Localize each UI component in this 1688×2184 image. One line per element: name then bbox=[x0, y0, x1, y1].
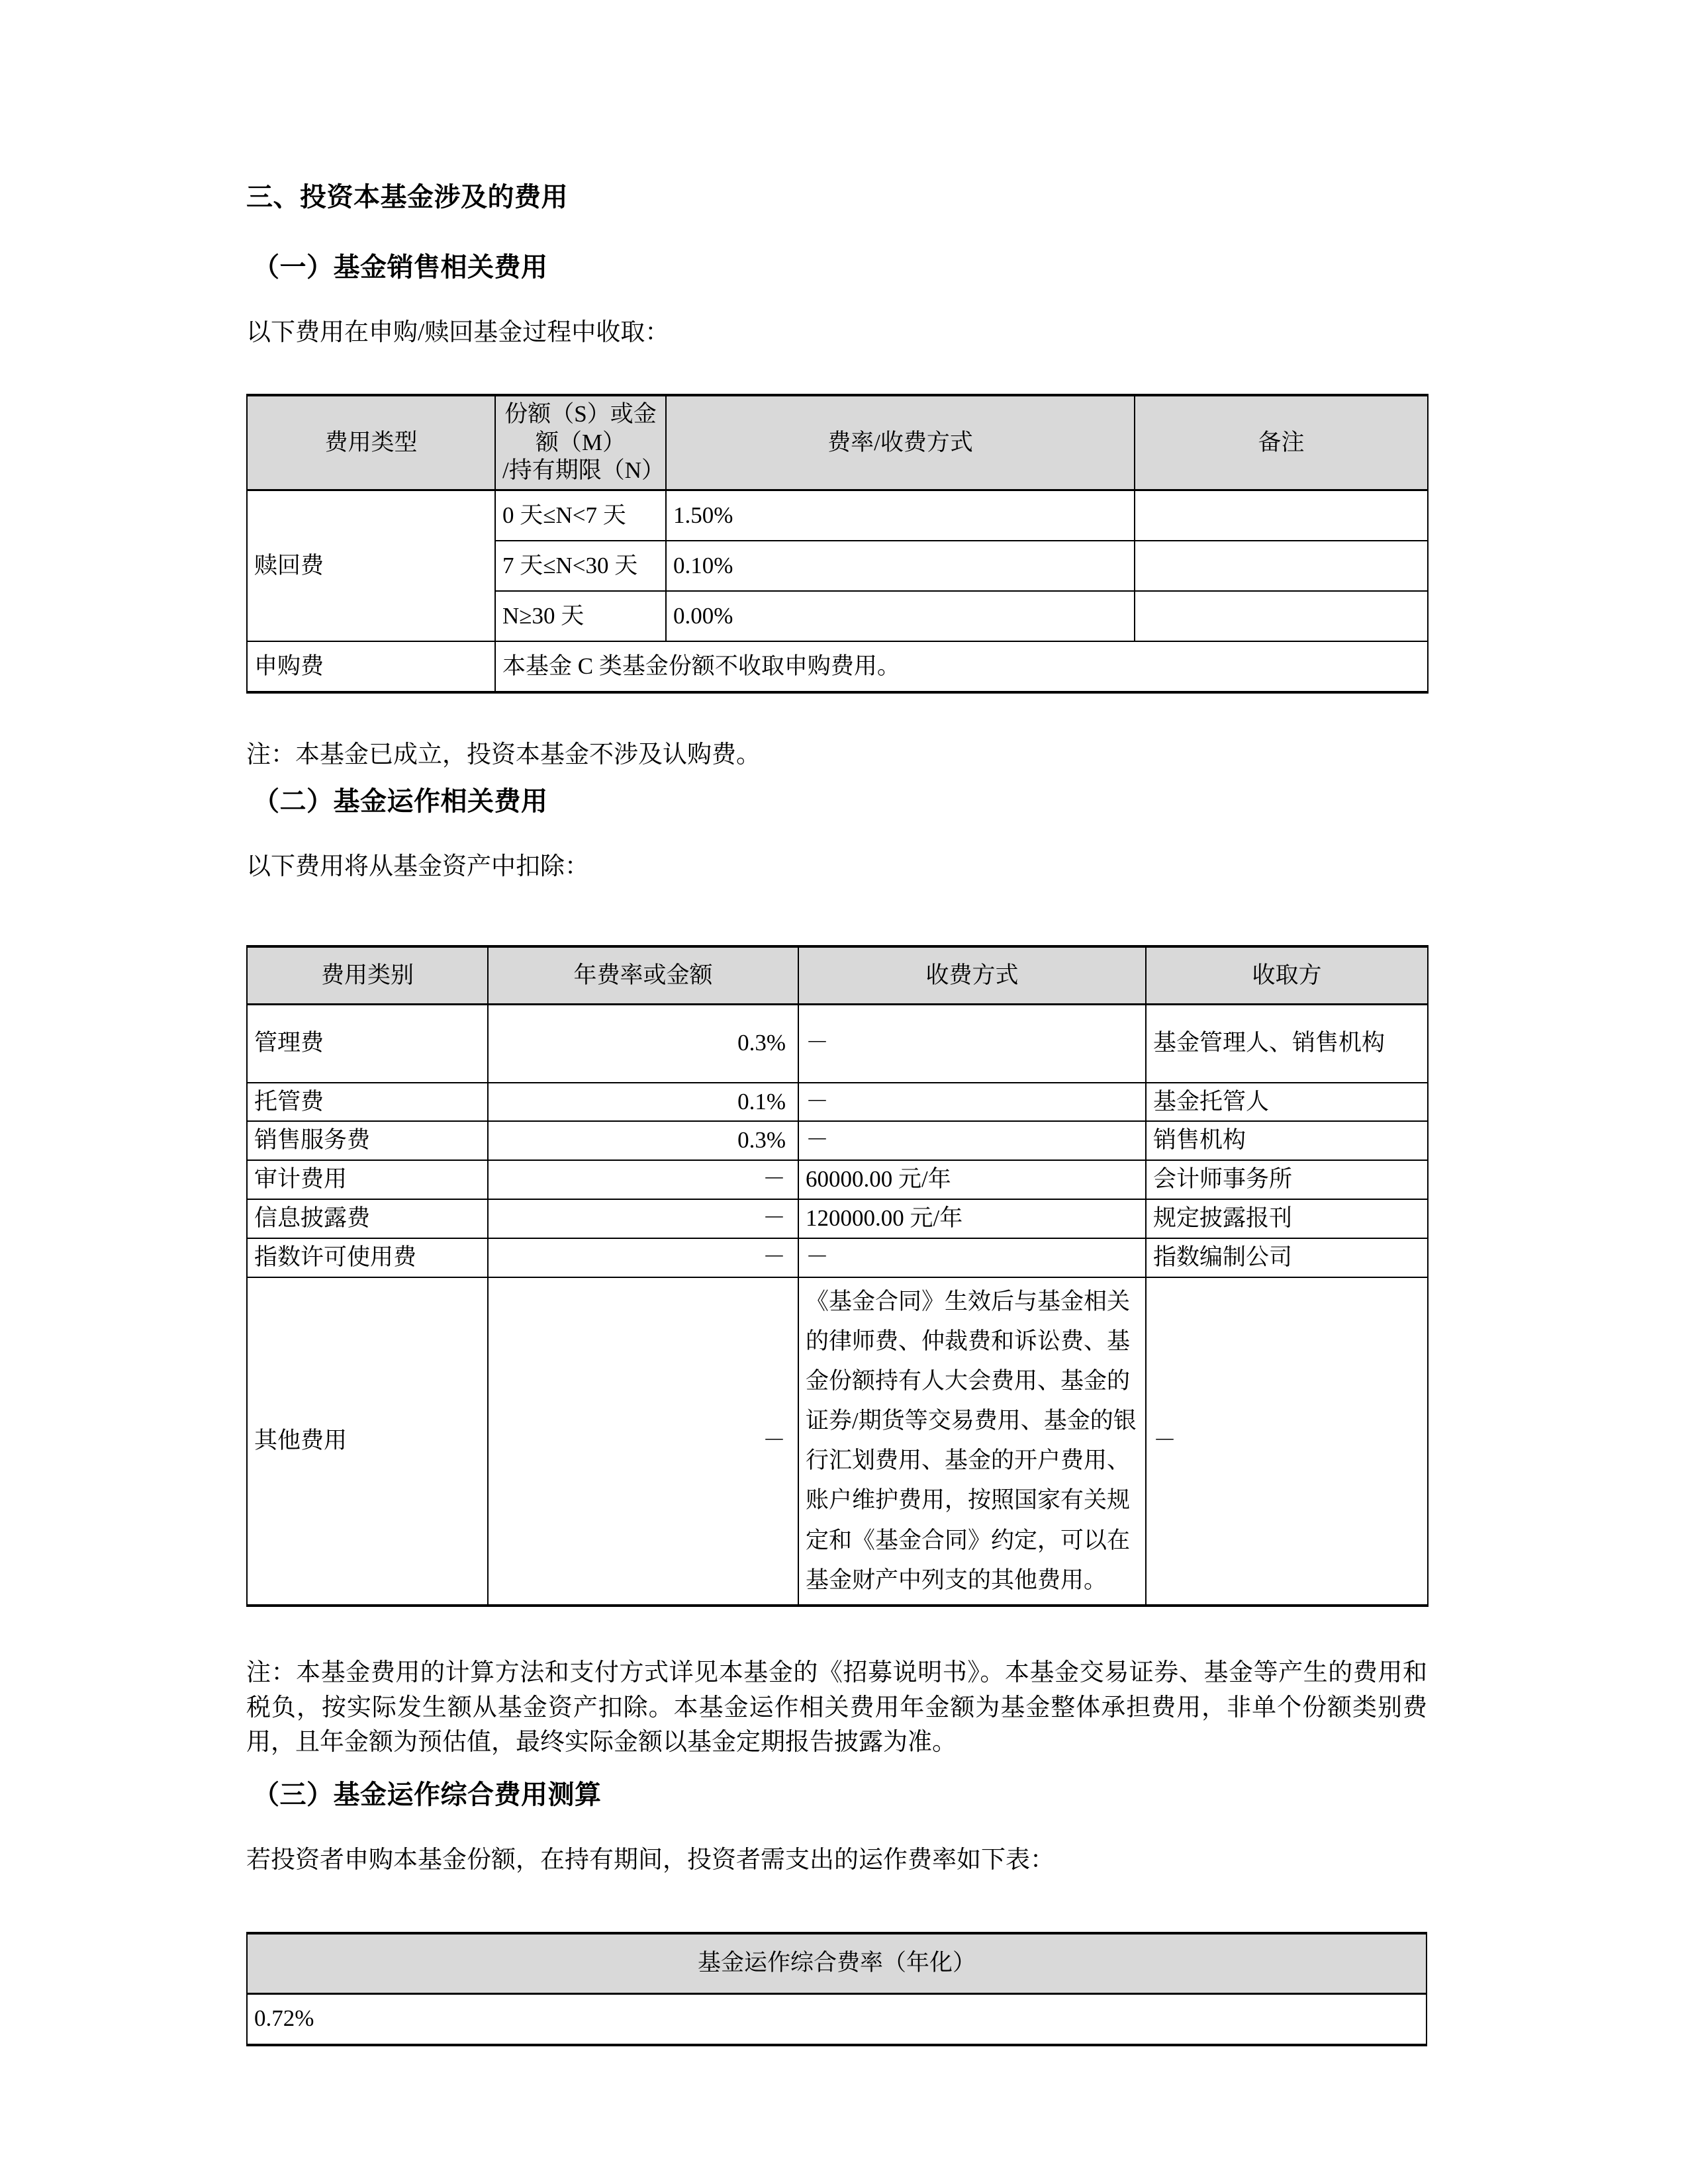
cell-redemption-fee-label: 赎回费 bbox=[247, 490, 495, 642]
table-row bbox=[247, 1160, 1428, 1199]
table-row bbox=[247, 1121, 1428, 1160]
cell-annual-rate: － bbox=[488, 1199, 798, 1238]
table-row bbox=[247, 641, 1428, 692]
cell-fee-category: 托管费 bbox=[247, 1083, 488, 1122]
note-operation-fees: 注：本基金费用的计算方法和支付方式详见本基金的《招募说明书》。本基金交易证券、基金等产生的费用和税负，按实际发生额从基金资产扣除。本基金运作相关费用年金额为基金整体承担费用，非单个份额类别费用，且年金额为预估值，最终实际金额以基金定期报告披露为准。 bbox=[246, 1659, 1427, 1756]
cell-annual-rate: － bbox=[488, 1277, 798, 1606]
note-sales-fees: 注：本基金已成立，投资本基金不涉及认购费。 bbox=[246, 741, 761, 769]
spacer bbox=[246, 767, 1427, 788]
cell-payee: 规定披露报刊 bbox=[1146, 1199, 1428, 1238]
spacer bbox=[246, 1808, 1427, 1848]
page-title: 三、投资本基金涉及的费用 bbox=[246, 182, 568, 212]
cell-fee-category: 信息披露费 bbox=[247, 1199, 488, 1238]
column-header-fee-type: 费用类型 bbox=[247, 395, 495, 490]
cell-charge-method: － bbox=[798, 1005, 1146, 1083]
table-header-row bbox=[247, 1933, 1427, 1994]
cell-rate: 0.00% bbox=[666, 591, 1135, 641]
column-header-fee-category: 费用类别 bbox=[247, 946, 488, 1005]
cell-charge-method: － bbox=[798, 1083, 1146, 1122]
cell-annual-rate: － bbox=[488, 1160, 798, 1199]
spacer bbox=[246, 879, 1427, 945]
cell-charge-method: － bbox=[798, 1238, 1146, 1277]
cell-fee-category: 指数许可使用费 bbox=[247, 1238, 488, 1277]
cell-remark bbox=[1135, 591, 1428, 641]
cell-fee-category: 销售服务费 bbox=[247, 1121, 488, 1160]
subsection-heading-comprehensive-fees: （三）基金运作综合费用测算 bbox=[253, 1779, 602, 1809]
cell-payee: 基金管理人、销售机构 bbox=[1146, 1005, 1428, 1083]
cell-charge-method: 60000.00 元/年 bbox=[798, 1160, 1146, 1199]
table-row bbox=[247, 1199, 1428, 1238]
column-header-rate-method: 费率/收费方式 bbox=[666, 395, 1135, 490]
spacer bbox=[246, 210, 1427, 254]
cell-annual-rate: 0.1% bbox=[488, 1083, 798, 1122]
intro-text-comprehensive-fees: 若投资者申购本基金份额，在持有期间，投资者需支出的运作费率如下表： bbox=[246, 1846, 1055, 1874]
comprehensive-fee-table bbox=[246, 1932, 1427, 2046]
spacer bbox=[246, 345, 1427, 394]
cell-charge-method: － bbox=[798, 1121, 1146, 1160]
document-content bbox=[246, 184, 1427, 2046]
cell-fee-category: 审计费用 bbox=[247, 1160, 488, 1199]
spacer bbox=[246, 1872, 1427, 1932]
cell-rate: 0.10% bbox=[666, 541, 1135, 591]
cell-payee: 销售机构 bbox=[1146, 1121, 1428, 1160]
column-header-line-1: 份额（S）或金额（M） bbox=[504, 401, 657, 455]
cell-payee: 会计师事务所 bbox=[1146, 1160, 1428, 1199]
cell-payee: 基金托管人 bbox=[1146, 1083, 1428, 1122]
table-row bbox=[247, 1277, 1428, 1606]
intro-text-operation-fees: 以下费用将从基金资产中扣除： bbox=[246, 853, 589, 881]
sales-fee-table bbox=[246, 394, 1429, 694]
cell-condition: 0 天≤N<7 天 bbox=[495, 490, 666, 541]
column-header-remark: 备注 bbox=[1135, 395, 1428, 490]
cell-fee-category: 其他费用 bbox=[247, 1277, 488, 1606]
cell-condition: N≥30 天 bbox=[495, 591, 666, 641]
cell-rate: 1.50% bbox=[666, 490, 1135, 541]
subsection-heading-operation-fees: （二）基金运作相关费用 bbox=[253, 786, 548, 817]
table-header-row bbox=[247, 395, 1428, 490]
table-row bbox=[247, 1993, 1427, 2045]
cell-charge-method: 120000.00 元/年 bbox=[798, 1199, 1146, 1238]
cell-payee: － bbox=[1146, 1277, 1428, 1606]
column-header-charge-method: 收费方式 bbox=[798, 946, 1146, 1005]
table-row bbox=[247, 1083, 1428, 1122]
cell-remark bbox=[1135, 490, 1428, 541]
cell-subscription-fee-label: 申购费 bbox=[247, 641, 495, 692]
cell-payee: 指数编制公司 bbox=[1146, 1238, 1428, 1277]
column-header-comprehensive-rate: 基金运作综合费率（年化） bbox=[247, 1933, 1427, 1994]
table-row bbox=[247, 1238, 1428, 1277]
operation-fee-table bbox=[246, 945, 1429, 1607]
table-row bbox=[247, 490, 1428, 541]
cell-comprehensive-rate-value: 0.72% bbox=[247, 1993, 1427, 2045]
cell-fee-category: 管理费 bbox=[247, 1005, 488, 1083]
cell-annual-rate: － bbox=[488, 1238, 798, 1277]
table-row bbox=[247, 1005, 1428, 1083]
spacer bbox=[246, 1760, 1427, 1782]
spacer bbox=[246, 815, 1427, 854]
column-header-line-2: /持有期限（N） bbox=[502, 457, 665, 484]
cell-charge-method-other: 《基金合同》生效后与基金相关的律师费、仲裁费和诉讼费、基金份额持有人大会费用、基金的证券/期货等交易费用、基金的银行汇划费用、基金的开户费用、账户维护费用，按照国家有关规定和《基金合同》约定，可以在基金财产中列支的其他费用。 bbox=[798, 1277, 1146, 1606]
cell-remark bbox=[1135, 541, 1428, 591]
cell-subscription-fee-text: 本基金 C 类基金份额不收取申购费用。 bbox=[495, 641, 1428, 692]
intro-text-sales-fees: 以下费用在申购/赎回基金过程中收取： bbox=[246, 319, 670, 346]
spacer bbox=[246, 281, 1427, 320]
spacer bbox=[246, 694, 1427, 743]
column-header-share-amount-holding-period bbox=[495, 395, 666, 490]
column-header-annual-rate-amount: 年费率或金额 bbox=[488, 946, 798, 1005]
subsection-heading-sales-fees: （一）基金销售相关费用 bbox=[253, 252, 548, 282]
column-header-payee: 收取方 bbox=[1146, 946, 1428, 1005]
spacer bbox=[246, 1607, 1427, 1656]
cell-annual-rate: 0.3% bbox=[488, 1005, 798, 1083]
cell-condition: 7 天≤N<30 天 bbox=[495, 541, 666, 591]
cell-annual-rate: 0.3% bbox=[488, 1121, 798, 1160]
table-header-row bbox=[247, 946, 1428, 1005]
